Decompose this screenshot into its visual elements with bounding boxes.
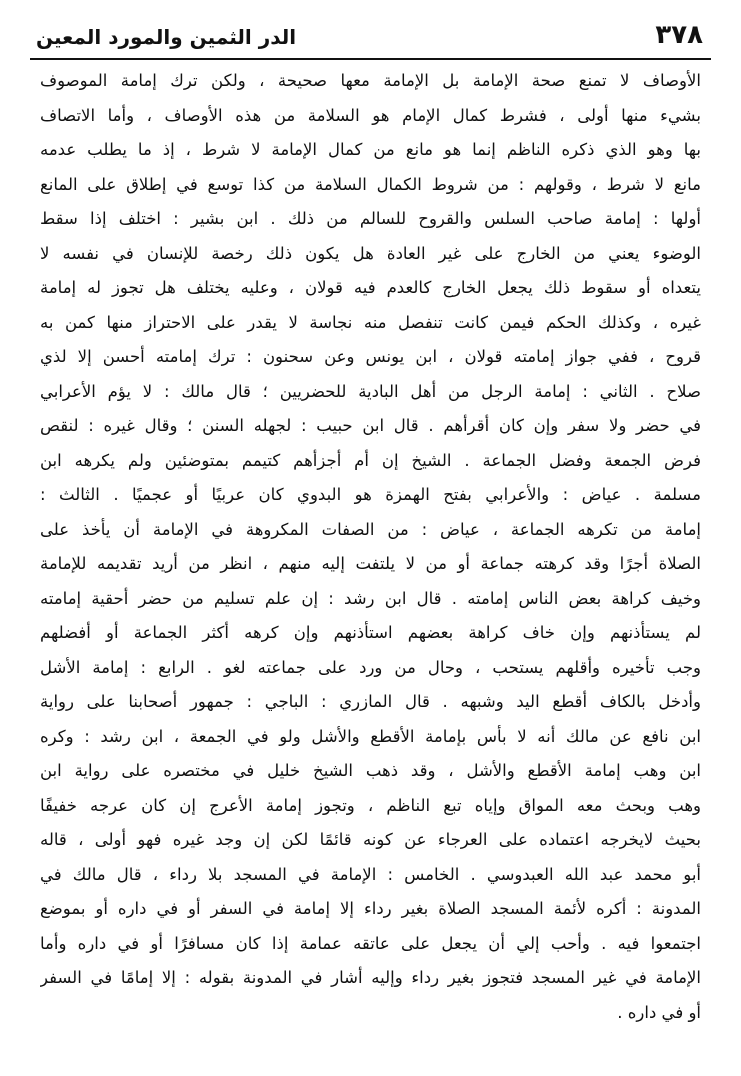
page-header bbox=[30, 14, 711, 58]
text-line: الوضوء يعني من الخارج على غير العادة هل يكون ذلك رخصة للإنسان في نفسه لا bbox=[40, 243, 701, 263]
text-line-last: أو في داره . bbox=[617, 1002, 701, 1022]
text-line: الأوصاف لا تمنع صحة الإمامة بل الإمامة معها صحيحة ، ولكن ترك إمامة الموصوف bbox=[40, 71, 701, 90]
text-line: قروح ، ففي جواز إمامته قولان ، ابن يونس وعن سحنون : ترك إمامته أحسن إلا لذي bbox=[40, 347, 701, 366]
text-line: لم يستأذنهم وإن خاف كراهة بعضهم استأذنهم وإن كرهه أكثر الجماعة أو أفضلهم bbox=[40, 623, 701, 642]
text-line: إمامة من تكرهه الجماعة ، عياض : من الصفات المكروهة في الإمامة أن يأخذ على bbox=[40, 519, 701, 539]
header-divider bbox=[30, 58, 711, 60]
text-line: بها وهو الذي ذكره الناظم إنما هو مانع من كمال الإمامة لا شرط ، إذ ما يطلب عدمه bbox=[40, 140, 701, 159]
text-line: المدونة : أكره لأئمة المسجد الصلاة بغير رداء إلا إمامة في السفر أو في داره أو بموضع bbox=[40, 899, 701, 918]
text-line: ابن وهب إمامة الأقطع والأشل ، وقد ذهب الشيخ خليل في مختصره على رواية ابن bbox=[40, 761, 701, 780]
text-line: بحيث لايخرجه اعتماده على العرجاء عن كونه قائمًا لكن إن وجد غيره فهو أولى ، قاله bbox=[40, 830, 701, 849]
text-line: أبو محمد عبد الله العبدوسي . الخامس : الإمامة في المسجد بلا رداء ، قال مالك في bbox=[40, 864, 701, 884]
text-line: الصلاة أجرًا وقد كرهته جماعة أو من لا يلتفت إليه منهم ، انظر من أريد تقديمه للإمامة bbox=[40, 554, 701, 573]
text-line: اجتمعوا فيه . وأحب إلي أن يجعل على عاتقه عمامة إذا كان مسافرًا أو في داره وأما bbox=[40, 933, 701, 953]
text-line: في حضر ولا سفر وإن كان أقرأهم . قال ابن حبيب : لجهله السنن ؛ وقال غيره : لنقص bbox=[40, 416, 701, 435]
text-line: فرض الجمعة وفضل الجماعة . الشيخ إن أم أجزأهم كتيمم بمتوضئين ولم يكرهه ابن bbox=[40, 450, 701, 470]
text-line: صلاح . الثاني : إمامة الرجل من أهل البادية للحضريين ؛ قال مالك : لا يؤم الأعرابي bbox=[40, 381, 701, 401]
text-line: مسلمة . عياض : والأعرابي بفتح الهمزة هو البدوي كان عربيًا أو عجميًا . الثالث : bbox=[40, 485, 701, 504]
text-line: ابن نافع عن مالك أنه لا بأس بإمامة الأقطع والأشل ولو في الجمعة ، ابن رشد : وكره bbox=[40, 726, 701, 746]
text-line: بشيء منها أولى ، فشرط كمال الإمام هو السلامة من هذه الأوصاف ، وأما الاتصاف bbox=[40, 105, 701, 125]
text-line: يتعداه أو سقوط ذلك يجعل الخارج كالعدم فيه قولان ، وعليه يختلف هل تجوز له إمامة bbox=[40, 278, 701, 297]
text-line: وهب وبحث معه المواق وإياه تبع الناظم ، وتجوز إمامة الأعرج إن كان عرجه خفيفًا bbox=[40, 795, 701, 815]
text-line: وجب تأخيره وأقلهم يستحب ، وحال من ورد على جماعته لغو . الرابع : إمامة الأشل bbox=[40, 657, 701, 677]
page-number: ٣٧٨ bbox=[655, 20, 703, 50]
text-line: مانع لا شرط ، وقولهم : من شروط الكمال السلامة من كذا توسع في إطلاق على المانع bbox=[40, 174, 701, 194]
text-line: وأدخل بالكاف أقطع اليد وشبهه . قال المازري : الباجي : جمهور أصحابنا على رواية bbox=[40, 692, 701, 711]
text-line: الإمامة في غير المسجد فتجوز بغير رداء وإليه أشار في المدونة بقوله : إلا إمامًا في السفر bbox=[40, 968, 701, 987]
body-text bbox=[40, 64, 701, 1030]
text-line: غيره ، وكذلك الحكم فيمن كانت تنفصل منه نجاسة لا يقدر على الاحتراز منها كمن به bbox=[40, 312, 701, 332]
running-title: الدر الثمين والمورد المعين bbox=[36, 25, 297, 49]
text-line: وخيف كراهة بعض الناس إمامته . قال ابن رشد : إن علم تسليم من حضر أحقية إمامته bbox=[40, 588, 701, 608]
text-line: أولها : إمامة صاحب السلس والقروح للسالم من ذلك . ابن بشير : اختلف إذا سقط bbox=[40, 209, 701, 228]
